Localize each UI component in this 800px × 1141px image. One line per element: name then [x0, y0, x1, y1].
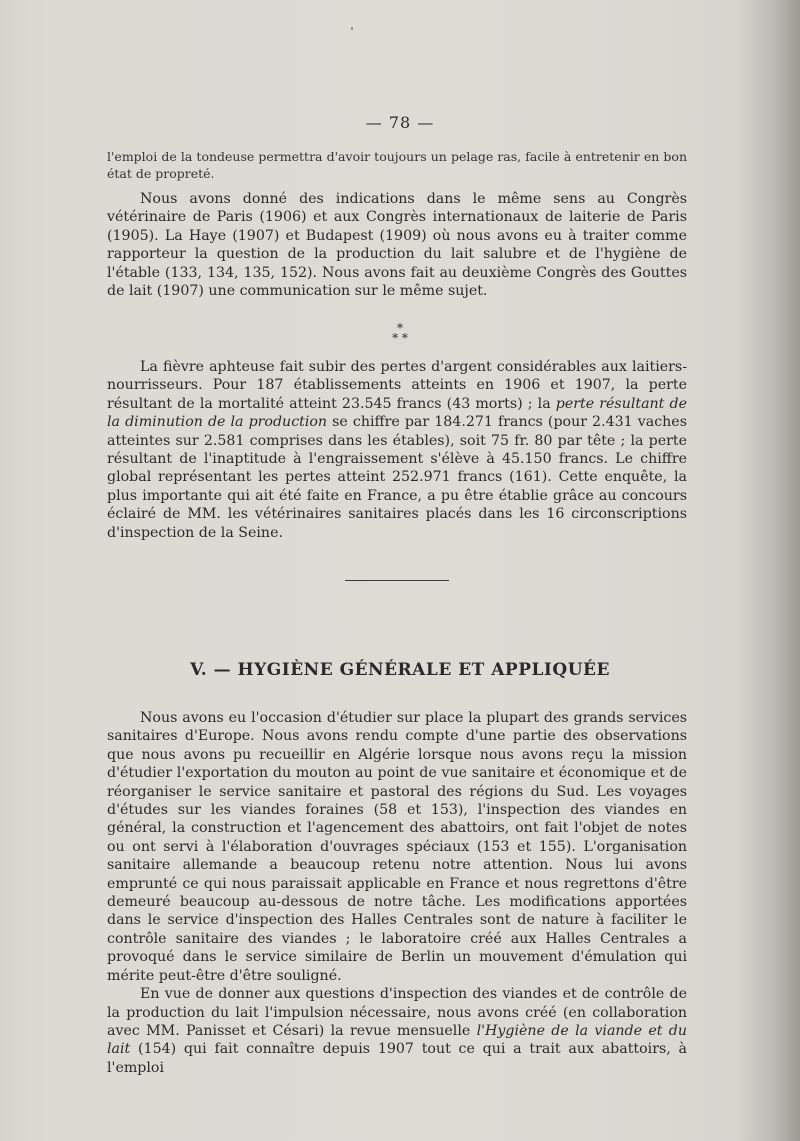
- section-heading: V. — HYGIÈNE GÉNÉRALE ET APPLIQUÉE: [190, 660, 610, 680]
- page-number: — 78 —: [365, 113, 435, 132]
- paragraph-revue-text: [107, 985, 687, 1077]
- asterism-bottom: * *: [392, 331, 408, 345]
- intro-paragraph: [107, 148, 687, 182]
- section-divider: [345, 580, 449, 581]
- revue-text-after: (154) qui fait connaître depuis 1907 tout ce qui a trait aux abattoirs, à l'emploi: [107, 1041, 687, 1076]
- paragraph-hygiene: [107, 709, 687, 1077]
- paragraph-fievre: [107, 358, 687, 542]
- asterism: [370, 323, 430, 343]
- fievre-text-italic: perte résultant de la diminution de la production: [107, 395, 687, 431]
- scan-speck: [351, 27, 353, 30]
- revue-text-italic: l'Hygiène de la viande et du lait: [107, 1022, 687, 1058]
- revue-text-before: En vue de donner aux questions d'inspection des viandes et de contrôle de la production du lait l'impulsion nécessaire, nous avons créé (en collaboration avec MM. Panisset et Césari) la revue mensuelle: [107, 986, 687, 1039]
- paragraph-congres-text: Nous avons donné des indications dans le même sens au Congrès vétérinaire de Paris (1906) et aux Congrès internationaux de laiterie de Paris (1905). La Haye (1907) et Budapest (1909) où nous avons eu à traiter comme rapporteur la question de la production du lait salubre et de l'hygiène de l'étable (133, 134, 135, 152). Nous avons fait au deuxième Congrès des Gouttes de lait (1907) une communication sur le même sujet.: [107, 191, 687, 300]
- asterism-top: *: [397, 321, 403, 335]
- intro-text: l'emploi de la tondeuse permettra d'avoir toujours un pelage ras, facile à entretenir en bon état de propreté.: [107, 149, 687, 181]
- paragraph-hygiene-text: Nous avons eu l'occasion d'étudier sur place la plupart des grands services sanitaires d'Europe. Nous avons rendu compte d'une partie des observations que nous avons pu recueillir en Algérie lorsque nous avons reçu la mission d'étudier l'exportation du mouton au point de vue sanitaire et économique et de réorganiser le service sanitaire et pastoral des régions du Sud. Les voyages d'études sur les viandes foraines (58 et 153), l'inspection des viandes en général, la construction et l'agencement des abattoirs, ont fait l'objet de notes ou ont servi à l'élaboration d'ouvrages spéciaux (153 et 155). L'organisation sanitaire allemande a beaucoup retenu notre attention. Nous lui avons emprunté ce qui nous paraissait applicable en France et nous regrettons d'être demeuré beaucoup au-dessous de notre tâche. Les modifications apportées dans le service d'inspection des Halles Centrales sont de nature à faciliter le contrôle sanitaire des viandes ; le laboratoire créé aux Halles Centrales a provoqué dans le service similaire de Berlin un mouvement d'émulation qui mérite peut-être d'être souligné.: [107, 710, 687, 984]
- fievre-text-after: se chiffre par 184.271 francs (pour 2.431 vaches atteintes sur 2.581 comprises dans les étables), soit 75 fr. 80 par tête ; la perte résultant de l'inaptitude à l'engraissement s'élève à 45.150 francs. Le chiffre global représentant les pertes atteint 252.971 francs (161). Cette enquête, la plus importante qui ait été faite en France, a pu être établie grâce au concours éclairé de MM. les vétérinaires sanitaires placés dans les 16 circonscriptions d'inspection de la Seine.: [107, 414, 687, 541]
- paragraph-fievre-text: [107, 358, 687, 542]
- paragraph-congres: [107, 190, 687, 300]
- fievre-text-before: La fièvre aphteuse fait subir des pertes d'argent considérables aux laitiers-nourrisseurs. Pour 187 établissements atteints en 1906 et 1907, la perte résultant de la mortalité atteint 23.545 francs (43 morts) ; la: [107, 359, 687, 412]
